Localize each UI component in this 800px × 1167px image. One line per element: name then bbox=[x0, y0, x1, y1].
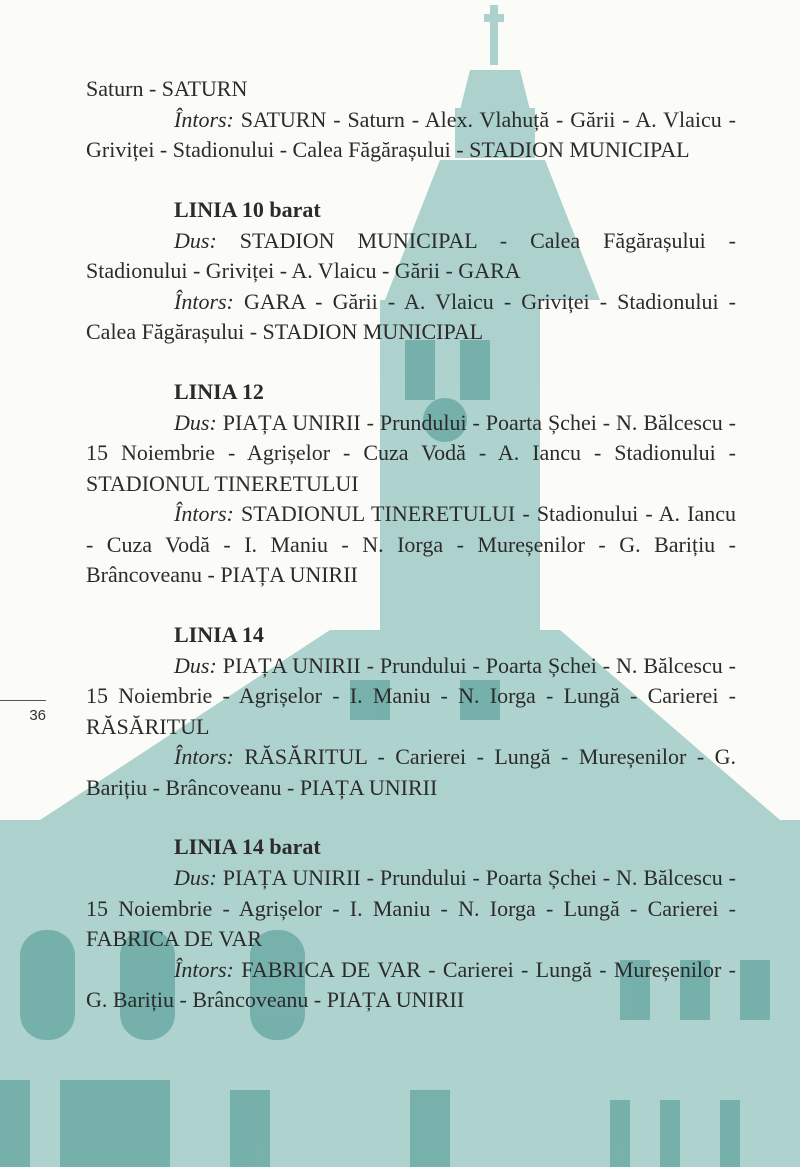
intors-paragraph bbox=[86, 742, 736, 803]
intors-text: GARA - Gării - A. Vlaicu - Griviței - Stadionului - Calea Făgărașului - STADION MUNICIPAL bbox=[86, 288, 736, 344]
intors-label: Întors: bbox=[174, 956, 234, 982]
intors-label: Întors: bbox=[174, 501, 234, 526]
dus-text: PIAȚA UNIRII - Prundului - Poarta Șchei - N. Bălcescu - 15 Noiembrie - Agrișelor - I. Maniu - N. Iorga - Lungă - Carierei - FABRICA DE VAR bbox=[86, 865, 736, 951]
dus-paragraph bbox=[86, 226, 736, 287]
dus-label: Dus: bbox=[174, 227, 217, 253]
intors-paragraph bbox=[86, 499, 736, 591]
route-linia-14 bbox=[86, 619, 736, 804]
dus-label: Dus: bbox=[174, 652, 217, 678]
first-line: Saturn - SATURN bbox=[86, 76, 248, 101]
dus-text: PIAȚA UNIRII - Prundului - Poarta Șchei - N. Bălcescu - 15 Noiembrie - Agrișelor - Cuza Vodă - A. Iancu - Stadionului - STADIONUL TINERETULUI bbox=[86, 409, 736, 496]
route-linia-10-barat bbox=[86, 194, 736, 348]
intors-label: Întors: bbox=[174, 744, 234, 769]
intro-block bbox=[86, 74, 736, 166]
route-linia-14-barat bbox=[86, 831, 736, 1016]
intors-paragraph bbox=[86, 955, 736, 1016]
route-title: LINIA 14 bbox=[174, 621, 264, 647]
intors-text: RĂSĂRITUL - Carierei - Lungă - Mureșenilor - G. Barițiu - Brâncoveanu - PIAȚA UNIRII bbox=[86, 744, 736, 800]
route-title: LINIA 12 bbox=[174, 378, 264, 404]
page-number: 36 bbox=[0, 700, 46, 724]
intors-text: FABRICA DE VAR - Carierei - Lungă - Mureșenilor - G. Barițiu - Brâncoveanu - PIAȚA UNIRII bbox=[86, 956, 737, 1012]
route-title: LINIA 10 barat bbox=[174, 196, 321, 222]
intors-paragraph bbox=[86, 287, 736, 348]
dus-text: STADION MUNICIPAL - Calea Făgărașului - Stadionului - Griviței - A. Vlaicu - Gării - GARA bbox=[86, 227, 736, 283]
intors-text: SATURN - Saturn - Alex. Vlahuță - Gării - A. Vlaicu - Griviței - Stadionului - Calea Făgărașului - STADION MUNICIPAL bbox=[86, 106, 737, 162]
intors-label: Întors: bbox=[174, 288, 234, 314]
dus-label: Dus: bbox=[174, 865, 217, 890]
intors-paragraph bbox=[86, 105, 736, 166]
dus-text: PIAȚA UNIRII - Prundului - Poarta Șchei - N. Bălcescu - 15 Noiembrie - Agrișelor - I. Maniu - N. Iorga - Lungă - Carierei - RĂSĂRITUL bbox=[86, 652, 736, 739]
route-title: LINIA 14 barat bbox=[174, 834, 321, 859]
dus-label: Dus: bbox=[174, 409, 217, 435]
dus-paragraph bbox=[86, 408, 736, 500]
intors-text: STADIONUL TINERETULUI - Stadionului - A. Iancu - Cuza Vodă - I. Maniu - N. Iorga - Mureșenilor - G. Barițiu - Brâncoveanu - PIAȚA UNIRII bbox=[86, 501, 737, 587]
route-linia-12 bbox=[86, 376, 736, 591]
dus-paragraph bbox=[86, 651, 736, 743]
dus-paragraph bbox=[86, 863, 736, 955]
intors-label: Întors: bbox=[174, 106, 234, 132]
route-list bbox=[86, 74, 736, 1016]
